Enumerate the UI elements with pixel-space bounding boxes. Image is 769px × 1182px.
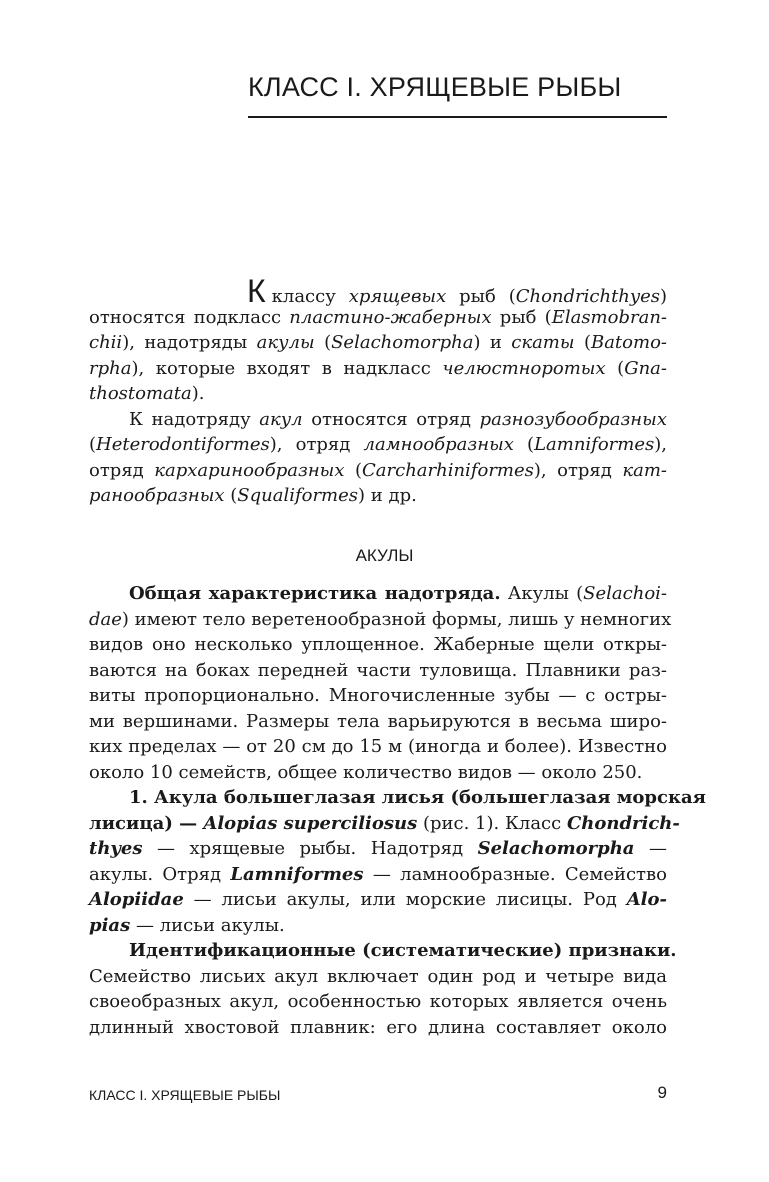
text-run: ), которые входят в надкласс <box>131 357 443 379</box>
text-run: dae <box>89 608 122 630</box>
text-line <box>89 458 667 484</box>
text-run: chii <box>89 332 123 353</box>
text-line <box>89 407 667 433</box>
text-run: Gna- <box>624 357 667 379</box>
text-run: ваются на боках передней части туловища. Плавники раз- <box>89 659 667 681</box>
text-line <box>89 913 667 939</box>
text-run: кархаринообразных <box>154 459 345 481</box>
text-line <box>89 632 667 658</box>
text-run: пластино-жаберных <box>289 306 492 328</box>
text-run: Alo- <box>626 889 667 910</box>
text-run: ких пределах — от 20 см до 15 м (иногда и более). Известно <box>89 736 667 757</box>
text-run: ( <box>605 357 625 379</box>
drop-cap: К <box>247 273 266 309</box>
text-run: — ламнообразные. Семейство <box>363 863 667 885</box>
text-run: своеобразных акул, особенностью которых является очень <box>89 991 667 1012</box>
text-line <box>89 964 667 990</box>
text-run: ) имеют тело веретенообразной формы, лишь у немногих <box>121 608 672 630</box>
chapter-title: КЛАСС I. ХРЯЩЕВЫЕ РЫБЫ <box>248 72 622 102</box>
text-run: рыб ( <box>446 286 516 307</box>
text-line <box>89 862 667 888</box>
text-run: Lamniformes <box>230 863 364 885</box>
text-line <box>89 658 667 684</box>
text-run: ( <box>574 332 591 353</box>
text-run: ) <box>659 286 667 307</box>
intro-paragraphs <box>89 273 667 509</box>
text-run: относятся отряд <box>302 408 480 430</box>
text-line <box>89 989 667 1015</box>
text-run: Chondrichthyes <box>515 286 660 307</box>
text-run: Акулы ( <box>500 583 584 604</box>
text-run: pias <box>89 914 131 936</box>
text-run: около 10 семейств, общее количество видов — около 250. <box>89 761 643 783</box>
text-run: акул <box>259 408 303 430</box>
text-run: Alopias superciliosus <box>203 812 418 834</box>
text-line <box>89 305 667 331</box>
text-line <box>89 1015 667 1041</box>
text-run: ), отряд <box>533 459 623 481</box>
text-run: лисица) — <box>89 812 204 834</box>
text-run: ( <box>89 434 97 455</box>
text-run: Идентификационные (систематические) признаки. <box>129 940 677 961</box>
text-run: thostomata <box>89 383 192 404</box>
text-run: — лисьи акулы, или морские лисицы. Род <box>183 889 627 910</box>
text-run: хрящевых <box>348 286 447 307</box>
text-run: Chondrich- <box>566 812 680 834</box>
text-run: (рис. 1). Класс <box>417 812 567 834</box>
text-run: — лисьи акулы. <box>130 914 285 936</box>
text-run: ). <box>191 383 205 404</box>
text-line <box>89 356 667 382</box>
text-run: 1. Акула большеглазая лисья (большеглазая морская <box>129 787 706 808</box>
page-number: 9 <box>657 1083 667 1102</box>
text-run: Squaliformes <box>237 485 359 506</box>
text-run: Elasmobran- <box>551 306 667 328</box>
text-line <box>89 607 672 633</box>
text-run: ), <box>654 434 667 455</box>
text-run: видов оно несколько уплощенное. Жаберные щели откры- <box>89 634 667 655</box>
text-run: Selachomorpha <box>477 838 635 859</box>
text-run: Batomo- <box>590 332 667 353</box>
text-line <box>89 432 667 458</box>
running-footer-title: КЛАСС I. ХРЯЩЕВЫЕ РЫБЫ <box>89 1087 281 1103</box>
text-line <box>89 734 667 760</box>
text-run: ( <box>314 332 332 353</box>
text-run: К надотряду <box>129 408 260 430</box>
text-run: Heterodontiformes <box>96 434 270 455</box>
text-run: отряд <box>89 459 155 481</box>
section-body <box>89 581 706 1040</box>
text-run: ( <box>513 434 535 455</box>
text-run: относятся подкласс <box>89 306 290 328</box>
text-line <box>89 581 667 607</box>
text-run: thyes <box>89 838 143 859</box>
text-run: — <box>634 838 667 859</box>
text-run: ), надотряды <box>122 332 257 353</box>
text-run: Общая характеристика надотряда. <box>129 583 501 604</box>
text-run: ) и <box>473 332 512 353</box>
text-line <box>89 330 667 356</box>
text-run: акулы. Отряд <box>89 863 231 885</box>
text-run: разнозубообразных <box>479 408 667 430</box>
text-line <box>89 709 667 735</box>
text-run: классу <box>271 286 349 307</box>
text-run: кат- <box>622 459 667 481</box>
text-run: ми вершинами. Размеры тела варьируются в весьма широ- <box>89 710 667 732</box>
text-run: ламнообразных <box>363 434 514 455</box>
text-run: ( <box>344 459 362 481</box>
text-run: виты пропорционально. Многочисленные зубы — с остры- <box>89 685 667 706</box>
text-line <box>89 887 667 913</box>
text-run: ранообразных <box>89 485 225 506</box>
text-line <box>89 381 667 407</box>
section-heading: АКУЛЫ <box>355 546 414 565</box>
text-run: — хрящевые рыбы. Надотряд <box>142 838 478 859</box>
chapter-title-rule <box>248 116 667 118</box>
text-run: rpha <box>89 357 132 379</box>
text-line <box>89 683 667 709</box>
text-run: скаты <box>511 332 575 353</box>
text-line <box>89 938 677 964</box>
text-run: ), отряд <box>269 434 364 455</box>
text-line <box>89 836 667 862</box>
text-line <box>89 811 680 837</box>
text-line <box>89 273 667 309</box>
text-run: Selachoi- <box>583 583 667 604</box>
text-line <box>89 760 667 786</box>
text-run: ( <box>224 485 238 506</box>
text-run: рыб ( <box>491 306 552 328</box>
text-run: Семейство лисьих акул включает один род и четыре вида <box>89 965 667 987</box>
text-run: Selachomorpha <box>331 332 474 353</box>
text-line <box>89 785 706 811</box>
text-run: челюстноротых <box>442 357 606 379</box>
text-run: Lamniformes <box>534 434 655 455</box>
text-run: Carcharhiniformes <box>362 459 534 481</box>
text-line <box>89 483 667 509</box>
text-run: акулы <box>256 332 315 353</box>
text-run: длинный хвостовой плавник: его длина составляет около <box>89 1016 667 1038</box>
text-run: Alopiidae <box>89 889 184 910</box>
text-run: ) и др. <box>358 485 417 506</box>
